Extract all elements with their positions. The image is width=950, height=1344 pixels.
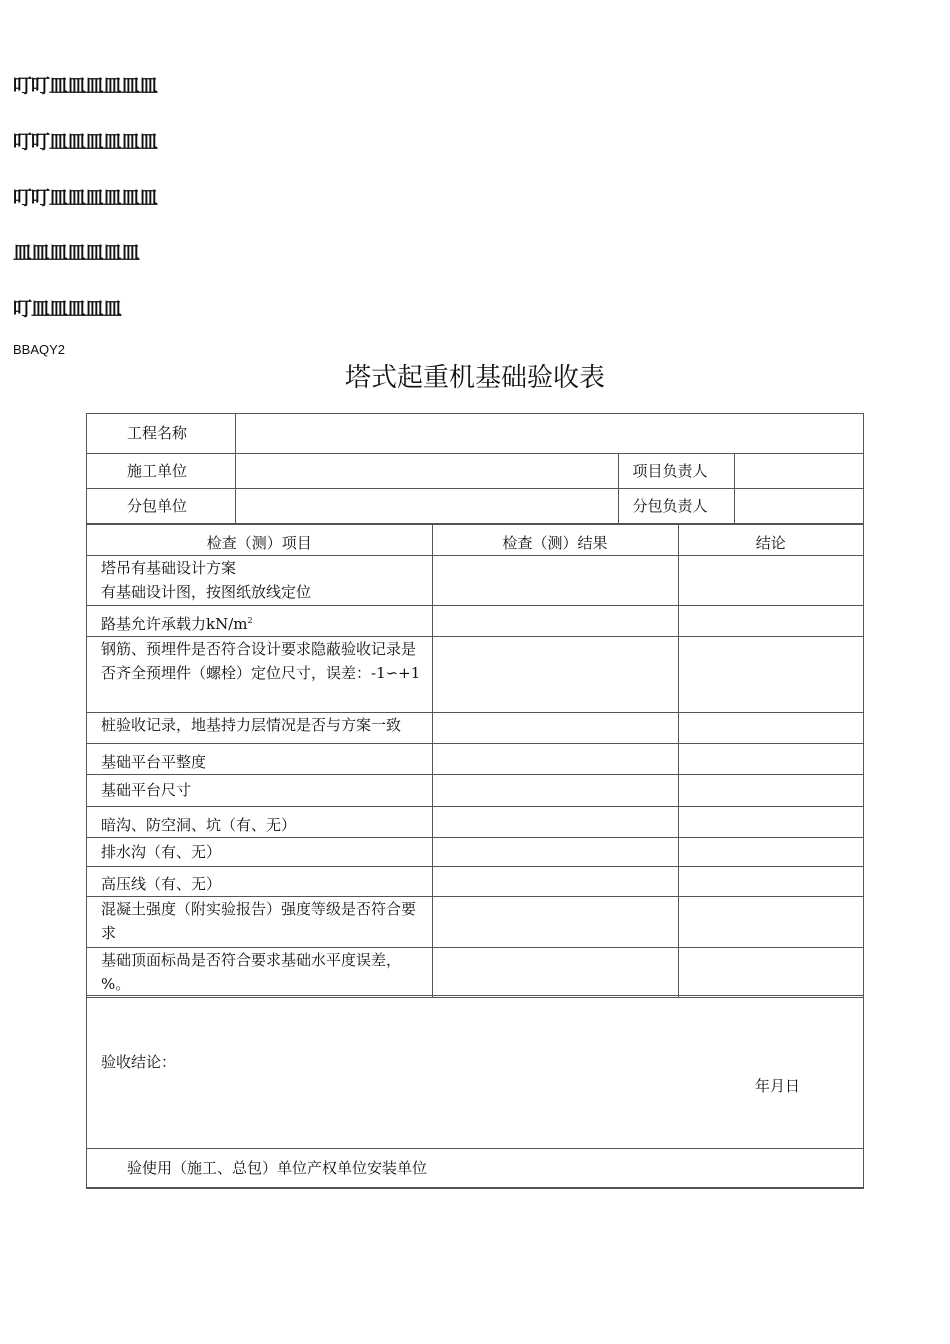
garbled-text-line: 叮叮皿皿皿皿皿皿 [13,131,158,153]
item-cell: 排水沟（有、无） [87,837,432,866]
header-table [86,413,864,525]
item-cell [87,712,432,743]
table-row [87,555,863,605]
garbled-text-line: 叮叮皿皿皿皿皿皿 [13,75,158,97]
table-row [87,605,863,636]
conclusion-cell[interactable] [678,605,863,636]
signature-row [87,1149,863,1188]
item-cell: 基础平台尺寸 [87,774,432,806]
garbled-text-line: 叮皿皿皿皿皿 [13,298,122,320]
acceptance-date: 年月日 [755,1077,801,1095]
conclusion-cell[interactable] [678,866,863,896]
conclusion-cell[interactable] [678,636,863,712]
result-cell[interactable] [432,636,678,712]
result-cell[interactable] [432,806,678,837]
result-cell[interactable] [432,774,678,806]
item-cell [87,555,432,605]
item-line: 有基础设计图，按图纸放线定位 [101,582,312,601]
sub-manager-label: 分包负责人 [618,488,734,524]
subcontractor-field[interactable] [235,488,618,524]
column-header-item: 检查（测）项目 [87,524,432,555]
document-code: BBAQY2 [13,342,66,357]
subcontractor-row [87,488,863,524]
result-cell[interactable] [432,947,678,997]
column-header-conclusion: 结论 [678,524,863,555]
conclusion-cell[interactable] [678,837,863,866]
item-line: 路基允许承载力kN/m [101,614,248,633]
acceptance-label: 验收结论： [101,1053,177,1071]
sub-manager-field[interactable] [734,488,863,524]
conclusion-cell[interactable] [678,555,863,605]
column-header-row [87,524,863,555]
table-row [87,866,863,896]
contractor-row [87,453,863,488]
conclusion-cell[interactable] [678,712,863,743]
item-cell: 钢筋、预埋件是否符合设计要求隐蔽验收记录是否齐全预埋件（螺栓）定位尺寸，误差：-1∽+1 [87,636,432,712]
table-row [87,774,863,806]
project-manager-label: 项目负责人 [618,453,734,488]
conclusion-cell[interactable] [678,774,863,806]
item-cell: 混凝土强度（附实验报告）强度等级是否符合要求 [87,896,432,947]
conclusion-cell[interactable] [678,947,863,997]
item-cell: 基础平台平整度 [87,743,432,774]
table-row [87,896,863,947]
item-line: 桩验收记录，地基持力层情况是否与方案一致 [101,715,402,734]
acceptance-cell[interactable] [87,996,863,1149]
column-header-result: 检查（测）结果 [432,524,678,555]
conclusion-cell[interactable] [678,896,863,947]
project-manager-field[interactable] [734,453,863,488]
item-line: 塔吊有基础设计方案 [101,558,237,577]
subcontractor-label: 分包单位 [87,488,235,524]
table-row [87,947,863,997]
table-row [87,837,863,866]
item-cell: 暗沟、防空洞、坑（有、无） [87,806,432,837]
conclusion-cell[interactable] [678,743,863,774]
project-name-row [87,414,863,453]
item-cell [87,605,432,636]
result-cell[interactable] [432,866,678,896]
result-cell[interactable] [432,712,678,743]
unit-superscript: 2 [247,615,253,625]
table-row [87,806,863,837]
result-cell[interactable] [432,896,678,947]
item-cell: 高压线（有、无） [87,866,432,896]
signature-units: 验使用（施工、总包）单位产权单位安装单位 [87,1149,863,1188]
acceptance-table [86,995,864,1189]
contractor-field[interactable] [235,453,618,488]
result-cell[interactable] [432,743,678,774]
result-cell[interactable] [432,837,678,866]
garbled-text-line: 皿皿皿皿皿皿皿 [13,242,140,264]
result-cell[interactable] [432,605,678,636]
document-title: 塔式起重机基础验收表 [344,363,605,393]
table-row [87,712,863,743]
project-name-label: 工程名称 [87,414,235,453]
table-row [87,636,863,712]
garbled-text-line: 叮叮皿皿皿皿皿皿 [13,187,158,209]
result-cell[interactable] [432,555,678,605]
acceptance-row [87,996,863,1149]
project-name-field[interactable] [235,414,863,453]
inspection-table [86,523,864,998]
conclusion-cell[interactable] [678,806,863,837]
table-row [87,743,863,774]
item-cell: 基础顶面标咼是否符合要求基础水平度误差，%。 [87,947,432,997]
contractor-label: 施工单位 [87,453,235,488]
